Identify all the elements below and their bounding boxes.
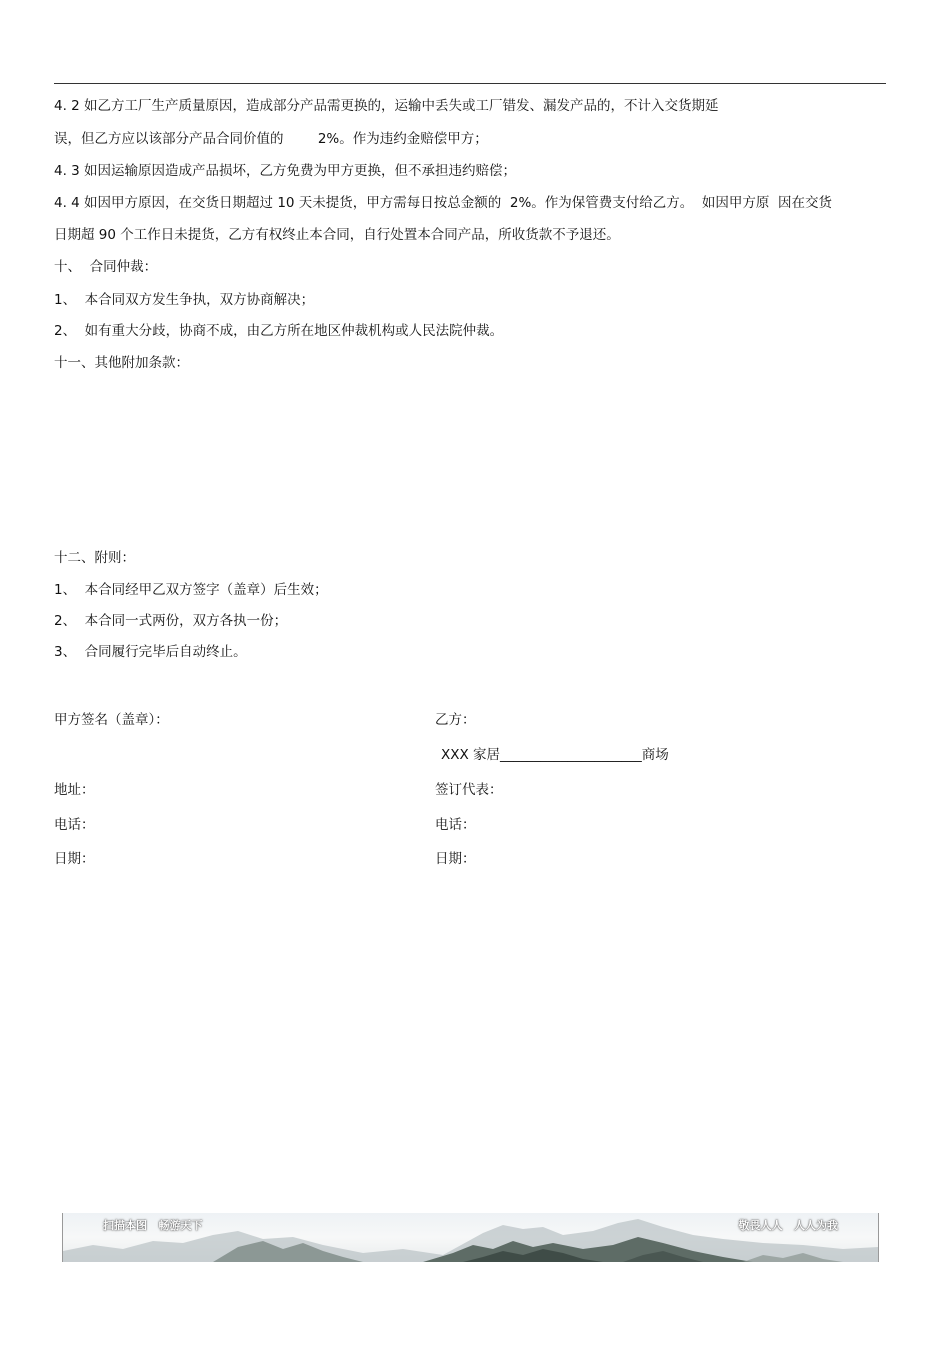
section-12-item-3: 3、 合同履行完毕后自动终止。 [54,644,247,660]
section-12-item-2: 2、 本合同一式两份，双方各执一份； [54,613,288,629]
section-12-item-1: 1、 本合同经甲乙双方签字（盖章）后生效； [54,582,328,598]
section-11-title: 十一、其他附加条款： [54,355,189,371]
banner-left-text: 扫描本图 畅游天下 [103,1219,203,1232]
clause-4-2-line2: 误，但乙方应以该部分产品合同价值的 2%。作为违约金赔偿甲方； [54,131,488,147]
section-12-title: 十二、附则： [54,550,135,566]
party-a-phone-label: 电话： [54,817,95,833]
landscape-banner [62,1213,879,1262]
party-b-label: 乙方： [435,712,476,728]
section-10-item-2: 2、 如有重大分歧，协商不成，由乙方所在地区仲裁机构或人民法院仲裁。 [54,323,504,339]
address-label: 地址： [54,782,95,798]
clause-4-4-line1: 4. 4 如因甲方原因，在交货日期超过 10 天未提货，甲方需每日按总金额的 2%。作为保管费支付给乙方。 如因甲方原 因在交货 [54,195,832,211]
party-a-signature-label: 甲方签名（盖章）： [54,712,169,728]
clause-4-4-line2: 日期超 90 个工作日未提货，乙方有权终止本合同，自行处置本合同产品，所收货款不予退还。 [54,227,620,243]
section-10-title: 十、 合同仲裁： [54,259,158,275]
clause-4-3: 4. 3 如因运输原因造成产品损坏，乙方免费为甲方更换，但不承担违约赔偿； [54,163,517,179]
header-rule [54,83,886,84]
store-name: XXX 家居_____________________商场 [441,747,669,763]
party-b-date-label: 日期： [435,851,476,867]
banner-right-text: 敬畏人人 人人为我 [738,1219,838,1232]
representative-label: 签订代表： [435,782,503,798]
section-10-item-1: 1、 本合同双方发生争执，双方协商解决； [54,292,315,308]
party-a-date-label: 日期： [54,851,95,867]
party-b-phone-label: 电话： [435,817,476,833]
clause-4-2-line1: 4. 2 如乙方工厂生产质量原因，造成部分产品需更换的，运输中丢失或工厂错发、漏发产品的，不计入交货期延 [54,98,719,114]
